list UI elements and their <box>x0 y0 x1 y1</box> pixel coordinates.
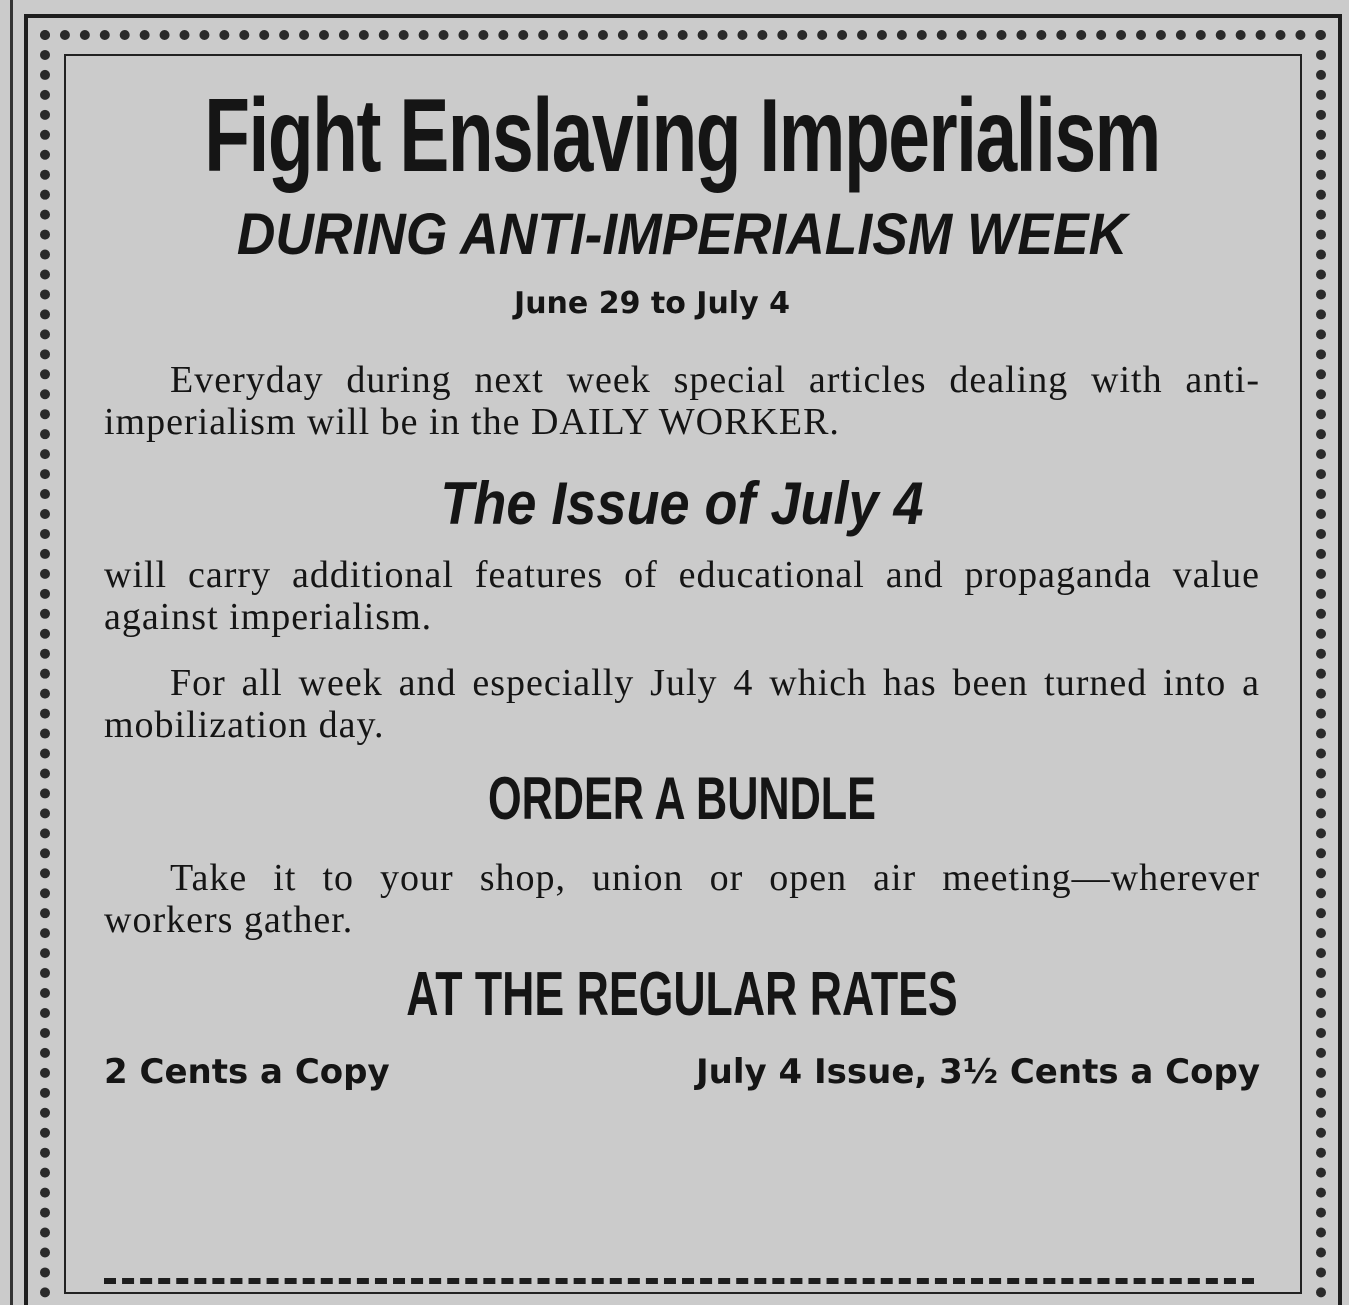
date-range: June 29 to July 4 <box>514 285 790 321</box>
rates-heading: AT THE REGULAR RATES <box>406 959 958 1029</box>
paragraph-take-to-shop: Take it to your shop, union or open air meeting—wherever workers gather. <box>104 856 1260 941</box>
headline: Fight Enslaving Imperialism <box>204 78 1160 194</box>
bottom-dashed-rule <box>104 1278 1254 1284</box>
order-heading: ORDER A BUNDLE <box>487 764 876 832</box>
advertisement-content <box>104 70 1260 1092</box>
column-rule <box>10 0 13 1305</box>
paragraph-mobilization-day: For all week and especially July 4 which has been turned into a mobilization day. <box>104 661 1260 746</box>
issue-heading: The Issue of July 4 <box>440 469 924 537</box>
price-row <box>104 1052 1260 1092</box>
paragraph-additional-features: will carry additional features of educational and propaganda value against imperialism. <box>104 553 1260 638</box>
paragraph-daily-articles: Everyday during next week special articles dealing with anti-imperialism will be in the DAILY WORKER. <box>104 358 1260 443</box>
subheadline: DURING ANTI-IMPERIALISM WEEK <box>236 201 1128 267</box>
price-july4-issue: July 4 Issue, 3½ Cents a Copy <box>696 1051 1260 1092</box>
price-regular: 2 Cents a Copy <box>104 1051 390 1092</box>
